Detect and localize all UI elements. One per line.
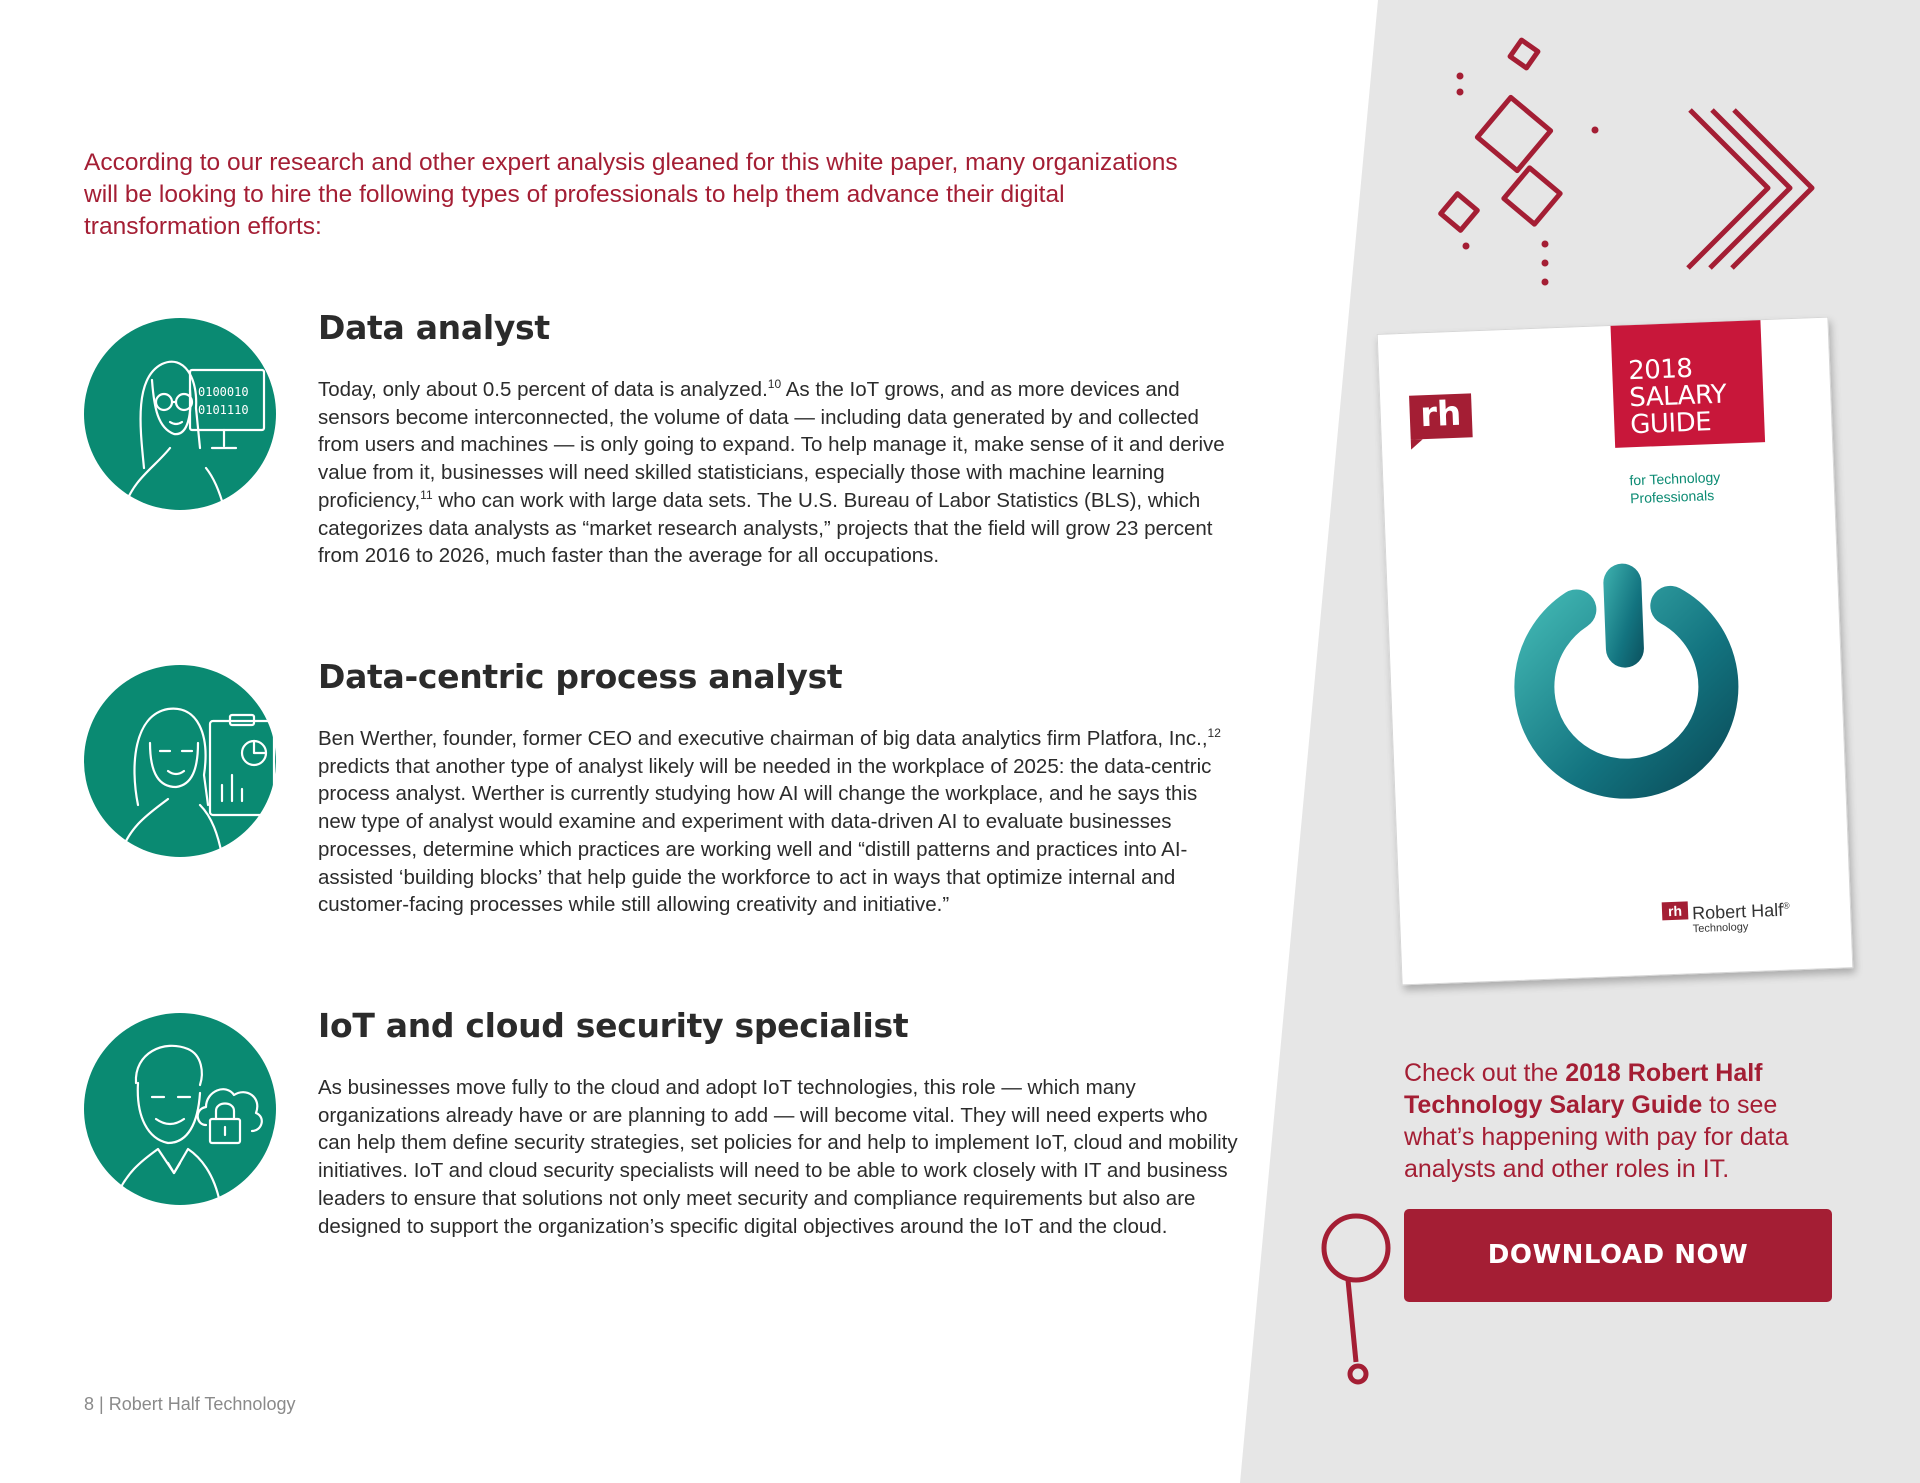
book-brand-sub: Technology <box>1692 921 1749 936</box>
power-icon <box>1496 551 1755 810</box>
book-subtitle <box>1629 468 1721 507</box>
book-subtitle-line-2: Professionals <box>1629 487 1715 507</box>
book-title-line-3: GUIDE <box>1629 407 1712 441</box>
book-brand-name: Robert Half® <box>1691 899 1790 924</box>
book-title-line-2: SALARY <box>1628 379 1727 414</box>
intro-paragraph: According to our research and other expert analysis gleaned for this white paper, many organizations will be looking to hire the following types of professionals to help them advance their digital transformation efforts: <box>84 148 1178 240</box>
section-body-process-analyst: Ben Werther, founder, former CEO and executive chairman of big data analytics firm Platfora, Inc.,$^{12}$ predicts that another type of analyst likely will be needed in the workplace of 2025: the data-centric process analyst. Werther is currently studying how AI will change the workplace, and he says this new type of analyst would examine and experiment with data-driven AI to evaluate businesses processes, determine which practices are working well and “distill patterns and practices into AI-assisted ‘building blocks’ that help guide the workforce to act in ways that optimize internal and customer-facing processes while still allowing creativity and initiative.” <box>318 726 1221 917</box>
binary-text-1: 0100010 <box>198 385 249 399</box>
rh-logo: rh <box>1409 393 1473 439</box>
download-now-button[interactable]: DOWNLOAD NOW <box>1404 1209 1832 1302</box>
book-subtitle-line-1: for Technology <box>1629 468 1721 489</box>
book-title-line-1: 2018 <box>1627 353 1693 387</box>
section-title-security-specialist: IoT and cloud security specialist <box>318 1006 909 1045</box>
security-specialist-icon <box>84 1013 276 1205</box>
book-brand <box>1662 895 1791 936</box>
book-title-block <box>1611 320 1766 448</box>
process-analyst-icon <box>84 665 276 857</box>
binary-text-2: 0101110 <box>198 403 249 417</box>
section-body-data-analyst: Today, only about 0.5 percent of data is analyzed.$^{10}$ As the IoT grows, and as more devices and sensors become interconnected, the volume of data — including data generated by and collected from users and machines — is only going to expand. To help manage it, make sense of it and derive value from it, businesses will need skilled statisticians, especially those with machine learning proficiency,$^{11}$ who can work with large data sets. The U.S. Bureau of Labor Statistics (BLS), which categorizes data analysts as “market research analysts,” projects that the field will grow 23 percent from 2016 to 2026, much faster than the average for all occupations. <box>318 377 1225 568</box>
cta-link-text[interactable]: 2018 Robert Half Technology Salary Guide <box>1404 1059 1763 1119</box>
data-analyst-icon <box>84 318 276 510</box>
salary-guide-cover[interactable] <box>1377 317 1854 986</box>
section-title-process-analyst: Data-centric process analyst <box>318 657 843 696</box>
cta-text: Check out the 2018 Robert Half Technology Salary Guide to see what’s happening with pay for data analysts and other roles in IT. <box>1404 1059 1789 1183</box>
section-body-security-specialist: As businesses move fully to the cloud and adopt IoT technologies, this role — which many organizations already have or are planning to add — will become vital. They will need experts who can help them define security strategies, set policies for and help to implement IoT, cloud and mobility initiatives. IoT and cloud security specialists will need to be able to work closely with IT and business leaders to ensure that solutions not only meet security and compliance requirements but also are designed to support the organization’s specific digital objectives around the IoT and the cloud. <box>318 1076 1238 1238</box>
book-brand-logo: rh <box>1662 901 1689 920</box>
page-footer: 8 | Robert Half Technology <box>84 1394 296 1414</box>
section-title-data-analyst: Data analyst <box>318 308 550 347</box>
